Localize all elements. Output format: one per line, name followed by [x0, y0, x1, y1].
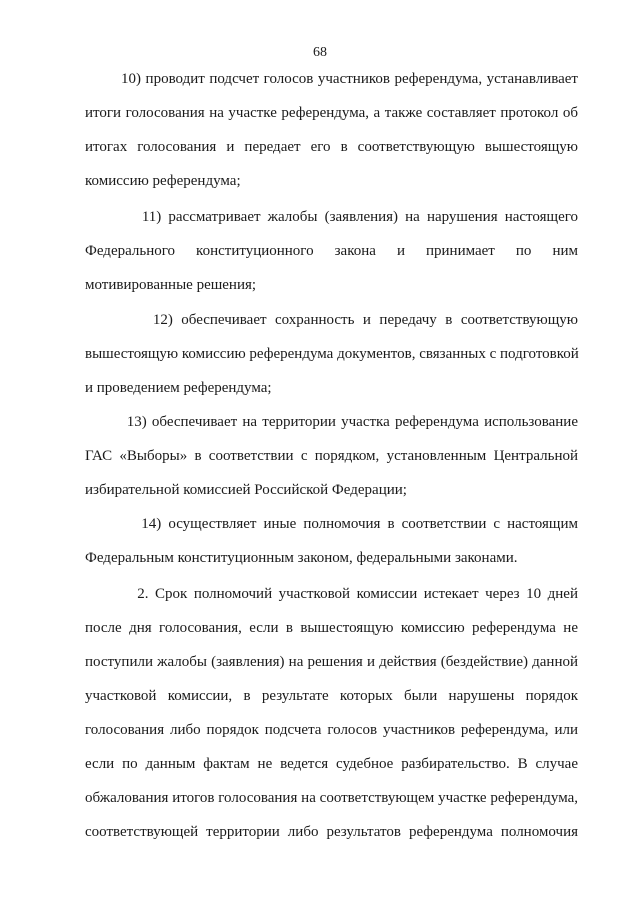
- text-line: Федерального конституционного закона и принимает по ним: [85, 243, 578, 259]
- text-line: после дня голосования, если в вышестоящую комиссию референдума не: [85, 620, 578, 636]
- text-line: вышестоящую комиссию референдума документов, связанных с подготовкой: [85, 346, 579, 362]
- text-line: Федеральным конституционным законом, федеральными законами.: [85, 550, 518, 566]
- text-line: 14) осуществляет иные полномочия в соответствии с настоящим: [85, 516, 578, 532]
- text-line: мотивированные решения;: [85, 277, 257, 293]
- page-number: 68: [313, 45, 327, 60]
- text-line: итоги голосования на участке референдума, а также составляет протокол об: [85, 105, 578, 121]
- text-line: комиссию референдума;: [85, 173, 241, 189]
- text-line: избирательной комиссией Российской Федерации;: [85, 482, 407, 498]
- text-line: 11) рассматривает жалобы (заявления) на нарушения настоящего: [85, 209, 578, 225]
- text-line: 10) проводит подсчет голосов участников референдума, устанавливает: [85, 71, 578, 87]
- text-line: и проведением референдума;: [85, 380, 272, 396]
- text-line: ГАС «Выборы» в соответствии с порядком, установленным Центральной: [85, 448, 578, 464]
- text-line: соответствующей территории либо результатов референдума полномочия: [85, 824, 578, 840]
- text-line: 12) обеспечивает сохранность и передачу в соответствующую: [85, 312, 578, 328]
- text-line: участковой комиссии, в результате которых были нарушены порядок: [85, 688, 578, 704]
- text-line: голосования либо порядок подсчета голосов участников референдума, или: [85, 722, 578, 738]
- text-line: итогах голосования и передает его в соответствующую вышестоящую: [85, 139, 578, 155]
- text-line: 13) обеспечивает на территории участка референдума использование: [85, 414, 578, 430]
- text-line: 2. Срок полномочий участковой комиссии истекает через 10 дней: [85, 586, 578, 602]
- text-line: обжалования итогов голосования на соответствующем участке референдума,: [85, 790, 578, 806]
- text-line: поступили жалобы (заявления) на решения и действия (бездействие) данной: [85, 654, 578, 670]
- text-line: если по данным фактам не ведется судебное разбирательство. В случае: [85, 756, 578, 772]
